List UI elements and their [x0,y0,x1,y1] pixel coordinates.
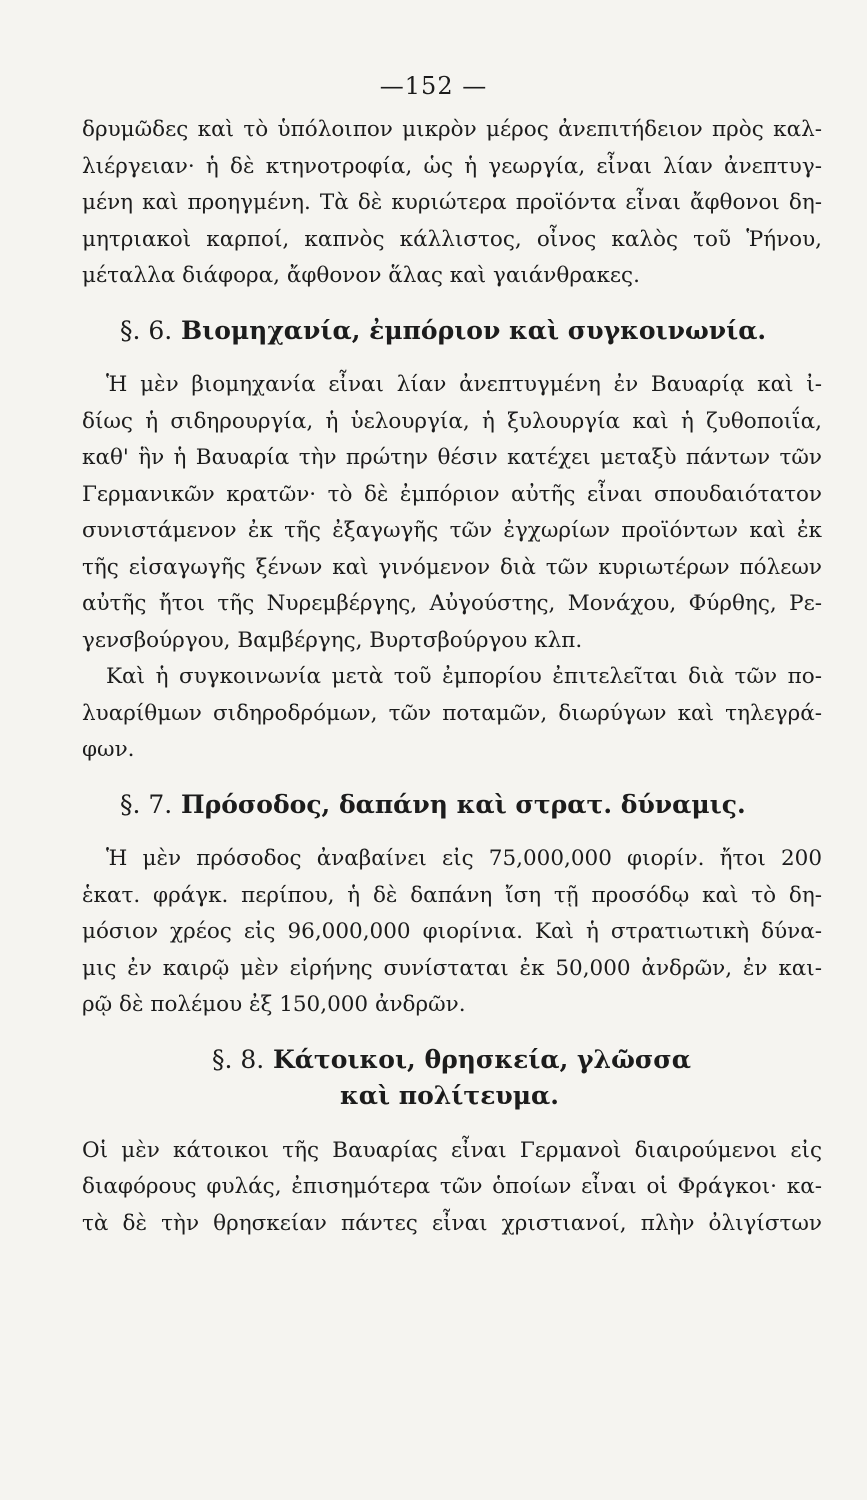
text-line: μέταλλα διάφορα, ἄφθονον ἅλας καὶ γαιάνθρακες. [82,263,640,288]
text-line: ρῷ δὲ πολέμου ἐξ 150,000 ἀνδρῶν. [82,992,466,1017]
section-6-paragraph-2 [82,659,822,769]
text-line: τὰ δὲ τὴν θρησκείαν πάντες εἶναι χριστιανοί, πλὴν ὀλιγίστων [82,1210,822,1236]
section-number: §. 8. [212,1044,265,1074]
text-line: Καὶ ἡ συγκοινωνία μετὰ τοῦ ἐμπορίου ἐπιτελεῖται διὰ τῶν πο- [106,664,822,689]
text-line: δρυμῶδες καὶ τὸ ὑπόλοιπον μικρὸν μέρος ἀνεπιτήδειον πρὸς καλ- [82,117,822,142]
text-line: Ἡ μὲν πρόσοδος ἀναβαίνει εἰς 75,000,000 φιορίν. ἤτοι 200 [106,846,822,871]
text-line: μις ἐν καιρῷ μὲν εἰρήνης συνίσταται ἐκ 50,000 ἀνδρῶν, ἐν και- [82,955,822,981]
section-number: §. 6. [120,315,173,345]
section-title: Πρόσοδος, δαπάνη καὶ στρατ. δύναμις. [180,789,746,819]
text-line: ἑκατ. φράγκ. περίπου, ἡ δὲ δαπάνη ἴση τῇ προσόδῳ καὶ τὸ δη- [82,882,822,908]
text-line: δίως ἡ σιδηρουργία, ἡ ὑελουργία, ἡ ξυλουργία καὶ ἡ ζυθοποιΐα, [82,408,822,434]
page-number: —152 — [379,72,488,100]
text-line: Ἡ μὲν βιομηχανία εἶναι λίαν ἀνεπτυγμένη ἐν Βαυαρίᾳ καὶ ἰ- [106,372,822,397]
text-line: τῆς εἰσαγωγῆς ξένων καὶ γινόμενον διὰ τῶν κυριωτέρων πόλεων [82,554,822,580]
section-heading-8-continued [82,1078,822,1115]
text-line: καθ' ἣν ἡ Βαυαρία τὴν πρώτην θέσιν κατέχει μεταξὺ πάντων τῶν [82,445,822,470]
text-line: διαφόρους φυλάς, ἐπισημότερα τῶν ὁποίων εἶναι οἱ Φράγκοι· κα- [82,1174,822,1199]
page-body [82,112,822,1242]
text-line: μόσιον χρέος εἰς 96,000,000 φιορίνια. Καὶ ἡ στρατιωτικὴ δύνα- [82,919,822,944]
paragraph-continuation [82,112,822,295]
section-heading-8 [82,1042,822,1079]
section-title: Κάτοικοι, θρησκεία, γλῶσσα [272,1044,691,1074]
section-heading-7 [82,787,822,824]
section-7-paragraph [82,841,822,1024]
section-6-paragraph-1 [82,367,822,659]
text-line: Γερμανικῶν κρατῶν· τὸ δὲ ἐμπόριον αὐτῆς εἶναι σπουδαιότατον [82,481,822,507]
section-number: §. 7. [120,789,173,819]
section-title: Βιομηχανία, ἐμπόριον καὶ συγκοινωνία. [180,315,767,345]
text-line: Οἱ μὲν κάτοικοι τῆς Βαυαρίας εἶναι Γερμανοὶ διαιρούμενοι εἰς [82,1137,822,1163]
text-line: φων. [82,737,135,762]
text-line: αὐτῆς ἤτοι τῆς Νυρεμβέργης, Αὐγούστης, Μονάχου, Φύρθης, Ρε- [82,591,822,616]
text-line: λυαρίθμων σιδηροδρόμων, τῶν ποταμῶν, διωρύγων καὶ τηλεγρά- [82,700,822,726]
section-8-paragraph [82,1133,822,1243]
text-line: γενσβούργου, Βαμβέργης, Βυρτσβούργου κλπ. [82,627,583,653]
section-heading-6 [82,313,822,350]
text-line: λιέργειαν· ἡ δὲ κτηνοτροφία, ὡς ἡ γεωργία, εἶναι λίαν ἀνεπτυγ- [82,153,822,179]
text-line: μένη καὶ προηγμένη. Τὰ δὲ κυριώτερα προϊόντα εἶναι ἄφθονοι δη- [82,190,822,215]
text-line: μητριακοὶ καρποί, καπνὸς κάλλιστος, οἶνος καλὸς τοῦ Ῥήνου, [82,226,822,252]
text-line: συνιστάμενον ἐκ τῆς ἐξαγωγῆς τῶν ἐγχωρίων προϊόντων καὶ ἐκ [82,518,822,543]
section-title: καὶ πολίτευμα. [340,1081,559,1110]
